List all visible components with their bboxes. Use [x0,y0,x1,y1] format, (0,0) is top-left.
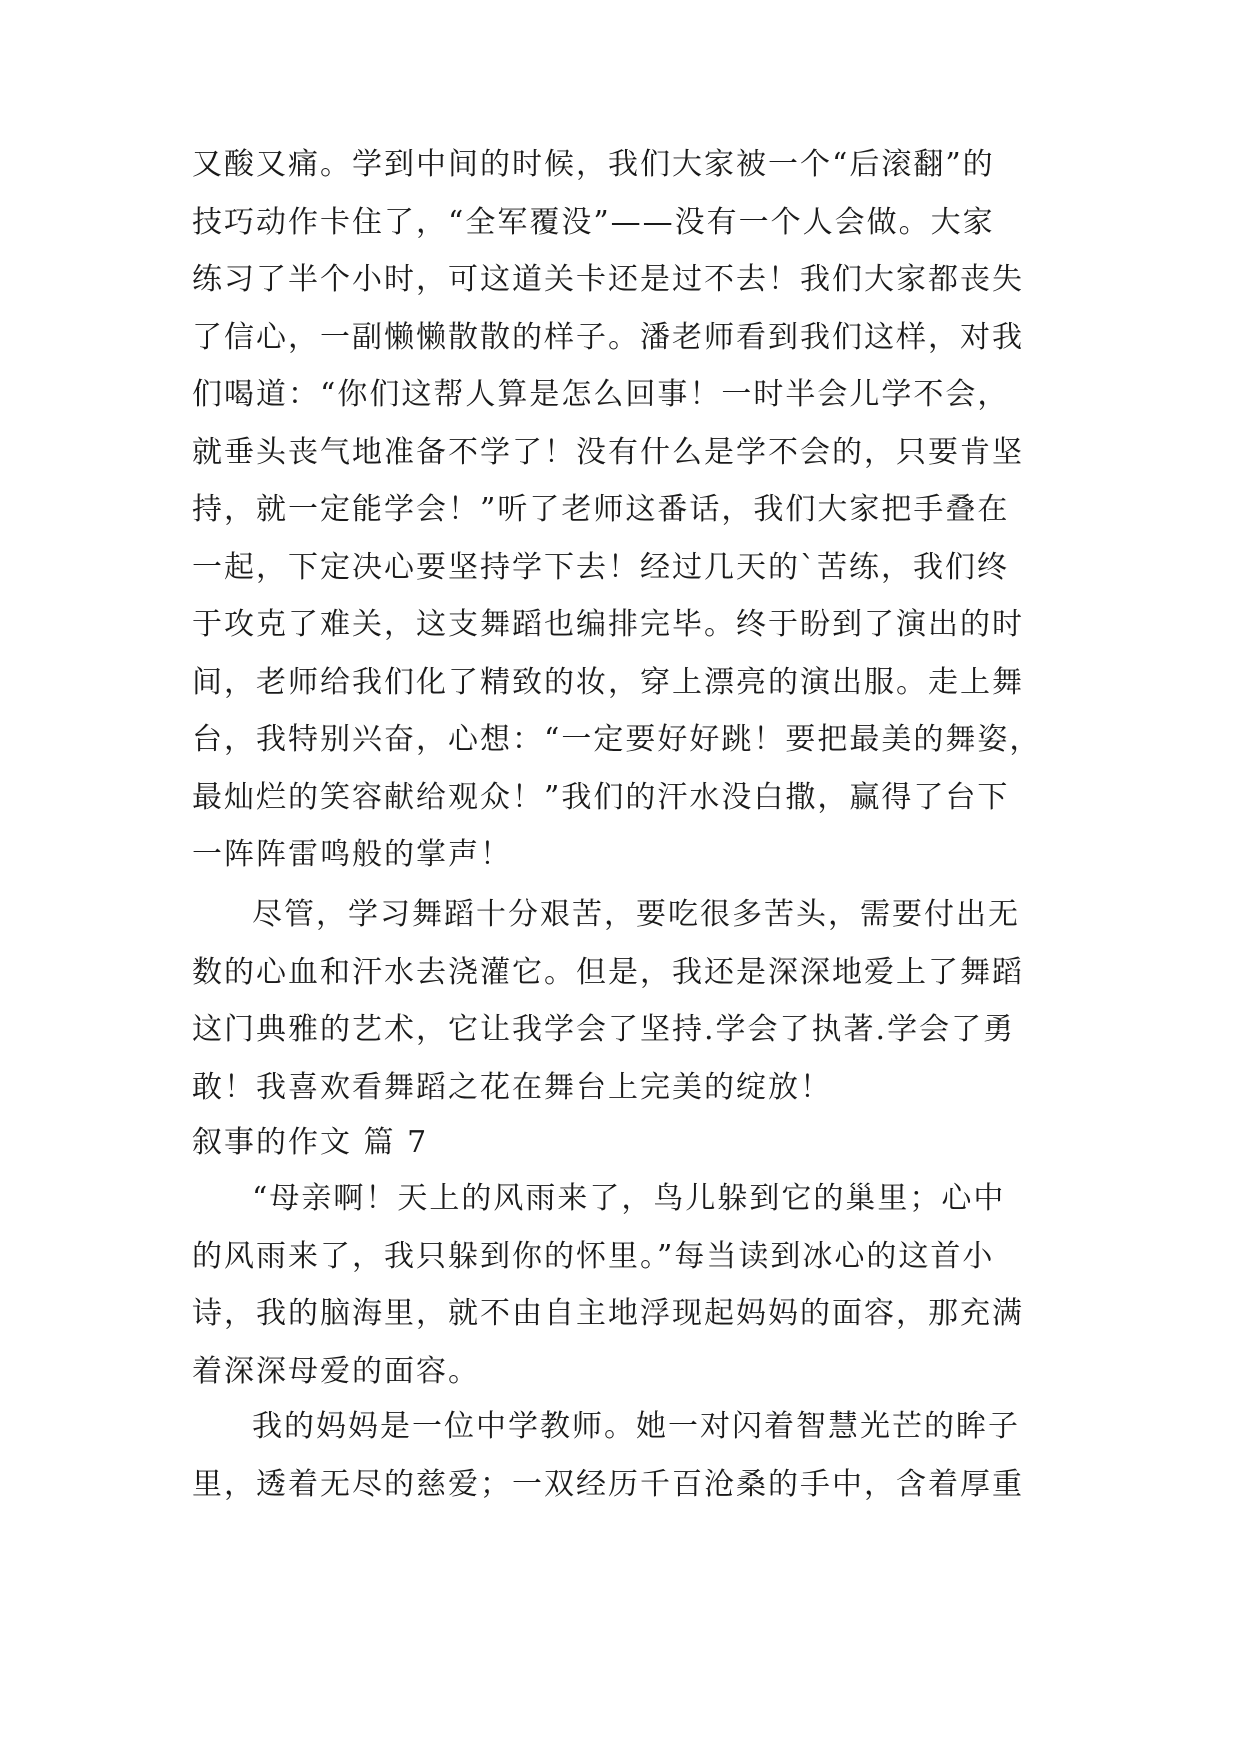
section-heading: 叙事的作文 篇 7 [192,1125,429,1160]
text-line: 数的心血和汗水去浇灌它。但是，我还是深深地爱上了舞蹈 [192,954,1024,990]
text-line: 间，老师给我们化了精致的妆，穿上漂亮的演出服。走上舞 [192,664,1024,700]
text-line: 着深深母爱的面容。 [192,1353,480,1389]
text-line: “母亲啊！天上的风雨来了，鸟儿躲到它的巢里；心中 [252,1181,1006,1216]
text-line: 持，就一定能学会！”听了老师这番话，我们大家把手叠在 [192,492,1010,527]
text-line: 练习了半个小时，可这道关卡还是过不去！我们大家都丧失 [192,262,1024,297]
text-line: 了信心，一副懒懒散散的样子。潘老师看到我们这样，对我 [192,319,1024,355]
text-line: 最灿烂的笑容献给观众！”我们的汗水没白撒，赢得了台下 [192,779,1010,815]
text-line: 尽管，学习舞蹈十分艰苦，要吃很多苦头，需要付出无 [252,897,1020,932]
text-line: 就垂头丧气地准备不学了！没有什么是学不会的，只要肯坚 [192,434,1024,470]
text-line: 们喝道：“你们这帮人算是怎么回事！一时半会儿学不会， [192,377,1010,412]
text-line: 台，我特别兴奋，心想：“一定要好好跳！要把最美的舞姿， [192,722,1042,757]
text-line: 这门典雅的艺术，它让我学会了坚持.学会了执著.学会了勇 [192,1012,1016,1047]
text-line: 又酸又痛。学到中间的时候，我们大家被一个“后滚翻”的 [192,147,995,182]
text-line: 技巧动作卡住了，“全军覆没”——没有一个人会做。大家 [192,204,995,240]
paragraph-mother-poem [192,1170,1052,1400]
text-line: 我的妈妈是一位中学教师。她一对闪着智慧光芒的眸子 [252,1409,1020,1444]
text-line: 一阵阵雷鸣般的掌声！ [192,837,512,872]
text-line: 的风雨来了，我只躲到你的怀里。”每当读到冰心的这首小 [192,1238,995,1274]
text-line: 一起，下定决心要坚持学下去！经过几天的`苦练，我们终 [192,549,1009,585]
paragraph-dance-conclusion [192,886,1052,1116]
text-line: 敢！我喜欢看舞蹈之花在舞台上完美的绽放！ [192,1069,832,1105]
text-line: 里，透着无尽的慈爱；一双经历千百沧桑的手中，含着厚重 [192,1466,1024,1502]
text-line: 诗，我的脑海里，就不由自主地浮现起妈妈的面容，那充满 [192,1296,1024,1331]
text-line: 于攻克了难关，这支舞蹈也编排完毕。终于盼到了演出的时 [192,607,1024,642]
paragraph-dance-practice [192,136,1052,884]
paragraph-mother-teacher [192,1398,1052,1513]
